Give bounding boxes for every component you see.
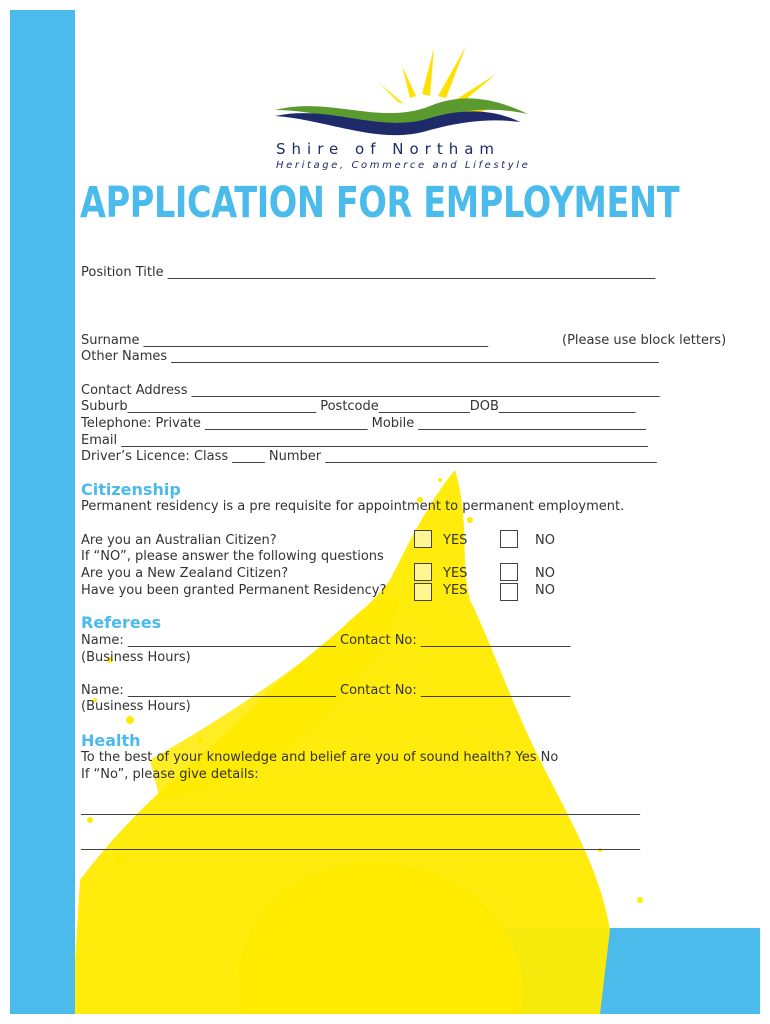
health-details-prompt: If “No”, please give details: xyxy=(81,767,259,782)
drivers-licence-fields[interactable]: Driver’s Licence: Class _____ Number ___________________________________________________ xyxy=(81,449,657,464)
permanent-residency-no-checkbox[interactable] xyxy=(500,583,518,601)
referee-2-fields[interactable]: Name: ________________________________ Contact No: _______________________ xyxy=(81,683,571,698)
telephone-fields[interactable]: Telephone: Private _________________________ Mobile ___________________________________ xyxy=(81,416,646,431)
australian-citizen-no-label: NO xyxy=(535,533,555,548)
brand-name: Shire of Northam xyxy=(276,140,501,158)
position-title-field[interactable]: Position Title ___________________________________________________________________________ xyxy=(81,265,656,280)
australian-citizen-no-checkbox[interactable] xyxy=(500,530,518,548)
australian-citizen-yes-label: YES xyxy=(443,533,468,548)
australian-citizen-question: Are you an Australian Citizen? xyxy=(81,533,277,548)
nz-citizen-no-checkbox[interactable] xyxy=(500,563,518,581)
nz-citizen-question: Are you a New Zealand Citizen? xyxy=(81,566,289,581)
citizenship-followup-note: If “NO”, please answer the following questions xyxy=(81,549,384,564)
nz-citizen-yes-checkbox[interactable] xyxy=(414,563,432,581)
citizenship-intro: Permanent residency is a pre requisite for appointment to permanent employment. xyxy=(81,499,625,514)
surname-note: (Please use block letters) xyxy=(562,333,727,348)
australian-citizen-yes-checkbox[interactable] xyxy=(414,530,432,548)
permanent-residency-no-label: NO xyxy=(535,583,555,598)
permanent-residency-yes-checkbox[interactable] xyxy=(414,583,432,601)
health-details-line-2[interactable]: ______________________________________________________________________________________ xyxy=(81,836,640,851)
health-question: To the best of your knowledge and belief are you of sound health? Yes No xyxy=(81,750,559,765)
other-names-field[interactable]: Other Names ___________________________________________________________________________ xyxy=(81,349,659,364)
suburb-postcode-dob-fields[interactable]: Suburb_____________________________ Postcode______________DOB_____________________ xyxy=(81,399,636,414)
referees-heading: Referees xyxy=(81,613,162,632)
health-details-line-1[interactable]: ______________________________________________________________________________________ xyxy=(81,801,640,816)
brand-tagline: Heritage, Commerce and Lifestyle xyxy=(276,160,531,171)
nz-citizen-no-label: NO xyxy=(535,566,555,581)
page-title: APPLICATION FOR EMPLOYMENT xyxy=(80,178,680,228)
contact-address-field[interactable]: Contact Address ________________________________________________________________________ xyxy=(81,383,660,398)
health-heading: Health xyxy=(81,731,141,750)
nz-citizen-yes-label: YES xyxy=(443,566,468,581)
email-field[interactable]: Email _________________________________________________________________________________ xyxy=(81,433,648,448)
surname-field[interactable]: Surname _____________________________________________________ xyxy=(81,333,489,348)
referee-1-hours-note: (Business Hours) xyxy=(81,650,191,665)
citizenship-heading: Citizenship xyxy=(81,480,181,499)
permanent-residency-yes-label: YES xyxy=(443,583,468,598)
permanent-residency-question: Have you been granted Permanent Residency? xyxy=(81,583,387,598)
referee-1-fields[interactable]: Name: ________________________________ Contact No: _______________________ xyxy=(81,633,571,648)
referee-2-hours-note: (Business Hours) xyxy=(81,699,191,714)
